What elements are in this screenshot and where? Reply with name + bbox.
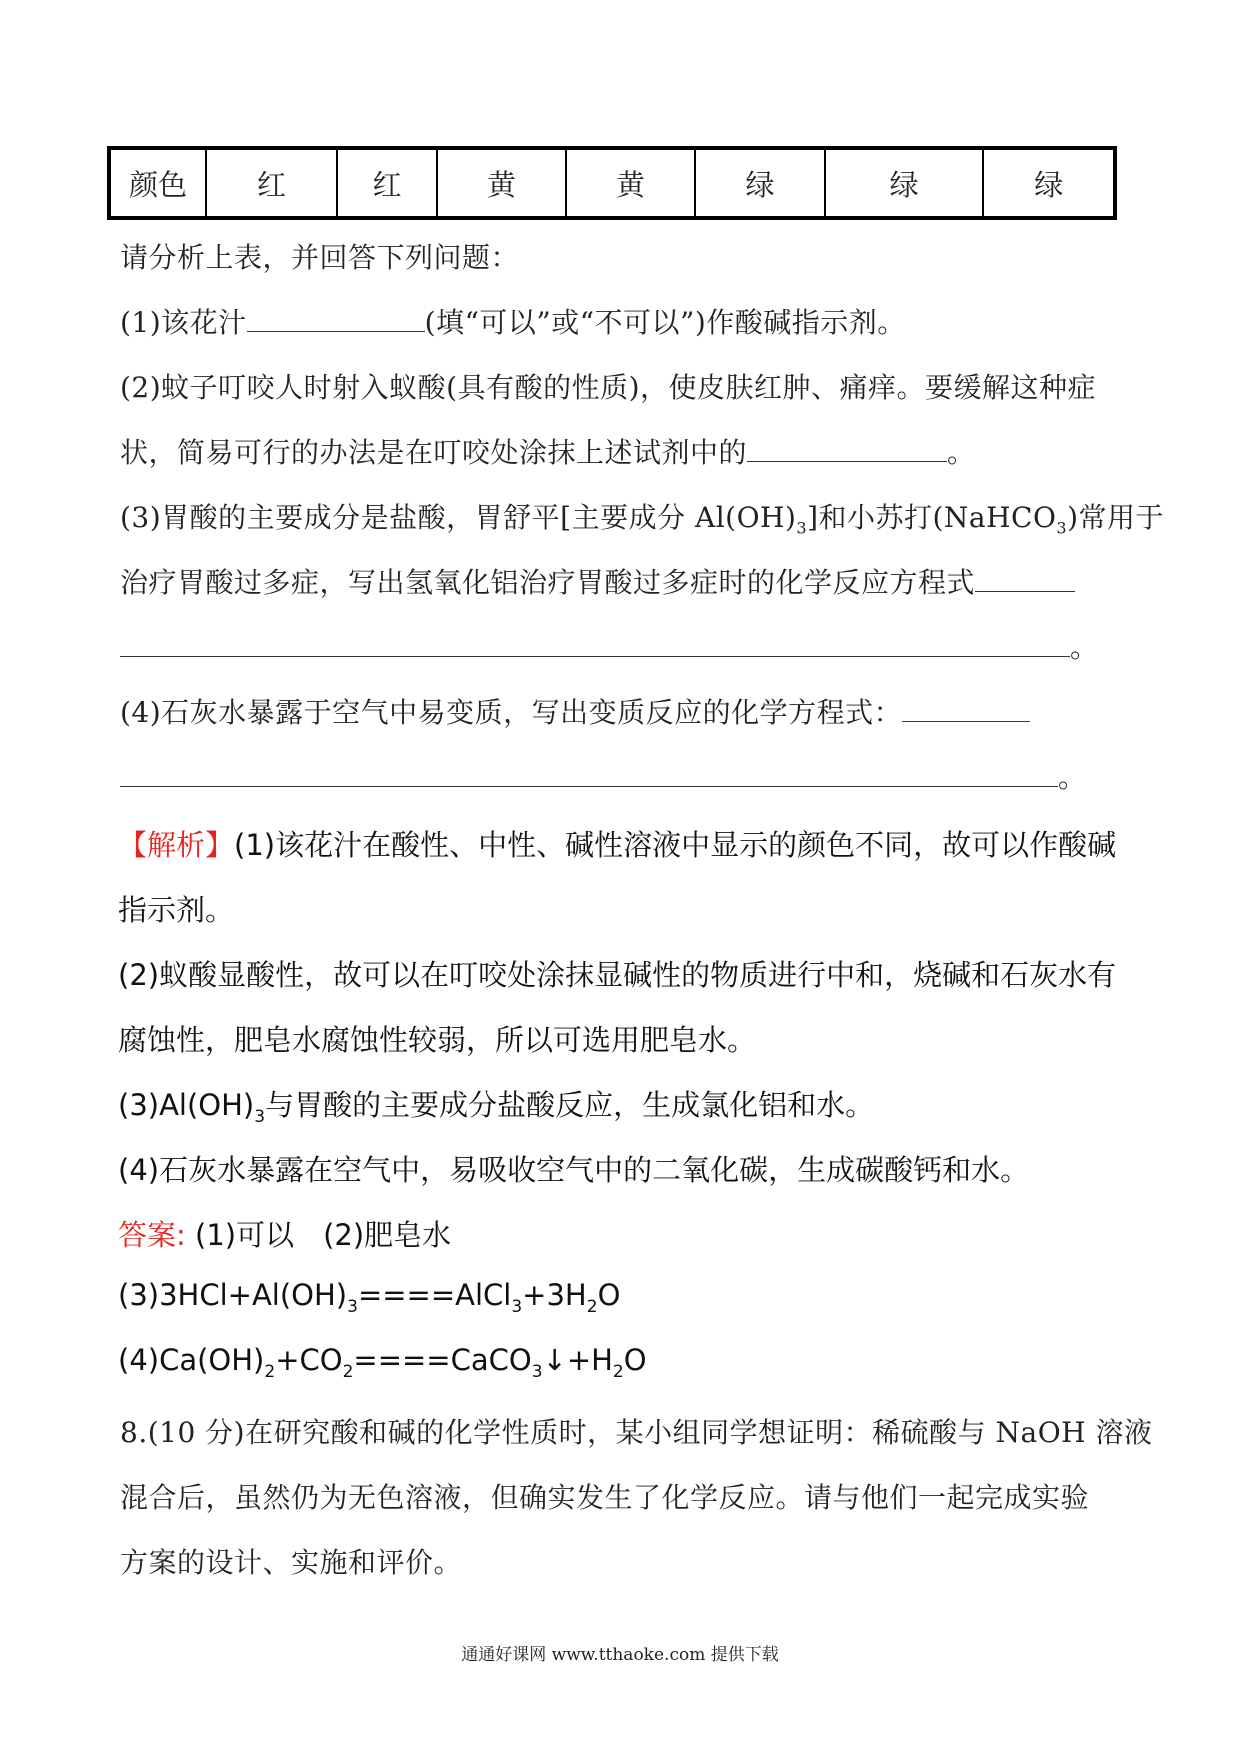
subscript: 3 [347, 1296, 358, 1317]
question-3-line-3 [120, 626, 1099, 666]
analysis-4: (4)石灰水暴露在空气中，易吸收空气中的二氧化碳，生成碳酸钙和水。 [118, 1153, 1030, 1187]
answer-blank [975, 569, 1075, 592]
period: 。 [947, 436, 976, 469]
period: 。 [1070, 631, 1099, 664]
eq-part: +CO [275, 1343, 343, 1377]
eq-part: +3H [522, 1278, 587, 1312]
answer-blank [120, 764, 1058, 787]
question-4-line-1 [120, 691, 1030, 731]
q4-text: (4)石灰水暴露于空气中易变质，写出变质反应的化学方程式： [120, 696, 903, 729]
table-cell: 绿 [983, 148, 1115, 218]
subscript: 3 [796, 518, 808, 538]
question-1 [120, 301, 906, 341]
analysis-1-line-2: 指示剂。 [118, 893, 235, 927]
q1-prefix: (1)该花汁 [120, 306, 247, 339]
question-4-line-2 [120, 756, 1087, 796]
eq-part: ====AlCl [357, 1278, 512, 1312]
question-8-line-1: 8.(10 分)在研究酸和碱的化学性质时，某小组同学想证明：稀硫酸与 NaOH 溶液 [120, 1416, 1153, 1449]
q3-text-c: )常用于 [1067, 501, 1165, 534]
footer-source: 通通好课网 www.tthaoke.com 提供下载 [461, 1645, 779, 1665]
eq-part: ↓+H [542, 1343, 613, 1377]
analysis-3-pre: (3)Al(OH) [118, 1088, 255, 1122]
table-cell: 绿 [695, 148, 825, 218]
answer-blank [902, 699, 1030, 722]
subscript: 2 [342, 1361, 354, 1382]
subscript: 2 [264, 1361, 276, 1382]
table-cell: 红 [206, 148, 337, 218]
eq-part: ====CaCO [353, 1343, 532, 1377]
analysis-3-post: 与胃酸的主要成分盐酸反应，生成氯化铝和水。 [265, 1088, 875, 1122]
question-2-line-2 [120, 431, 976, 471]
question-8-line-3: 方案的设计、实施和评价。 [120, 1546, 463, 1579]
eq-part: (3)3HCl+Al(OH) [118, 1278, 348, 1312]
subscript: 3 [254, 1106, 266, 1127]
period: 。 [1058, 761, 1087, 794]
answer-equation-4 [118, 1343, 647, 1382]
answer-equation-3 [118, 1278, 620, 1317]
q3-text-2: 治疗胃酸过多症，写出氢氧化铝治疗胃酸过多症时的化学反应方程式 [120, 566, 976, 599]
answer-label: 答案: [118, 1218, 186, 1252]
eq-part: O [597, 1278, 621, 1312]
question-2-line-1: (2)蚊子叮咬人时射入蚁酸(具有酸的性质)，使皮肤红肿、痛痒。要缓解这种症 [120, 371, 1097, 404]
q3-text-a: (3)胃酸的主要成分是盐酸，胃舒平[主要成分 Al(OH) [120, 501, 797, 534]
subscript: 3 [511, 1296, 523, 1317]
subscript: 2 [612, 1361, 624, 1382]
answer-blank [120, 634, 1070, 657]
table-cell: 黄 [437, 148, 566, 218]
question-3-line-1 [120, 496, 1164, 538]
table-row [109, 148, 1115, 218]
table-cell: 颜色 [109, 148, 206, 218]
eq-part: O [623, 1343, 647, 1377]
answer-blank [247, 309, 425, 332]
analysis-3 [118, 1083, 874, 1127]
q2-text: 状，简易可行的办法是在叮咬处涂抹上述试剂中的 [120, 436, 748, 469]
q1-suffix: (填“可以”或“不可以”)作酸碱指示剂。 [424, 306, 906, 339]
analysis-1-line-1 [118, 823, 1116, 864]
table-cell: 红 [337, 148, 437, 218]
subscript: 3 [1056, 518, 1068, 538]
analysis-label: 【解析】 [118, 828, 235, 862]
eq-part: (4)Ca(OH) [118, 1343, 265, 1377]
analysis-text: (1)该花汁在酸性、中性、碱性溶液中显示的颜色不同，故可以作酸碱 [234, 828, 1117, 862]
analysis-2-line-2: 腐蚀性，肥皂水腐蚀性较弱，所以可选用肥皂水。 [118, 1023, 757, 1057]
question-intro: 请分析上表，并回答下列问题： [120, 241, 520, 274]
color-table [107, 146, 1117, 220]
subscript: 2 [586, 1296, 598, 1317]
subscript: 3 [531, 1361, 543, 1382]
table-cell: 黄 [566, 148, 696, 218]
question-8-line-2: 混合后，虽然仍为无色溶液，但确实发生了化学反应。请与他们一起完成实验 [120, 1481, 1090, 1514]
answer-text: (1)可以 (2)肥皂水 [185, 1218, 452, 1252]
analysis-2-line-1: (2)蚁酸显酸性，故可以在叮咬处涂抹显碱性的物质进行中和，烧碱和石灰水有 [118, 958, 1117, 992]
question-3-line-2 [120, 561, 1075, 601]
answer-line-1 [118, 1213, 451, 1254]
q3-text-b: ]和小苏打(NaHCO [807, 501, 1057, 534]
table-cell: 绿 [825, 148, 984, 218]
answer-blank [747, 439, 947, 462]
